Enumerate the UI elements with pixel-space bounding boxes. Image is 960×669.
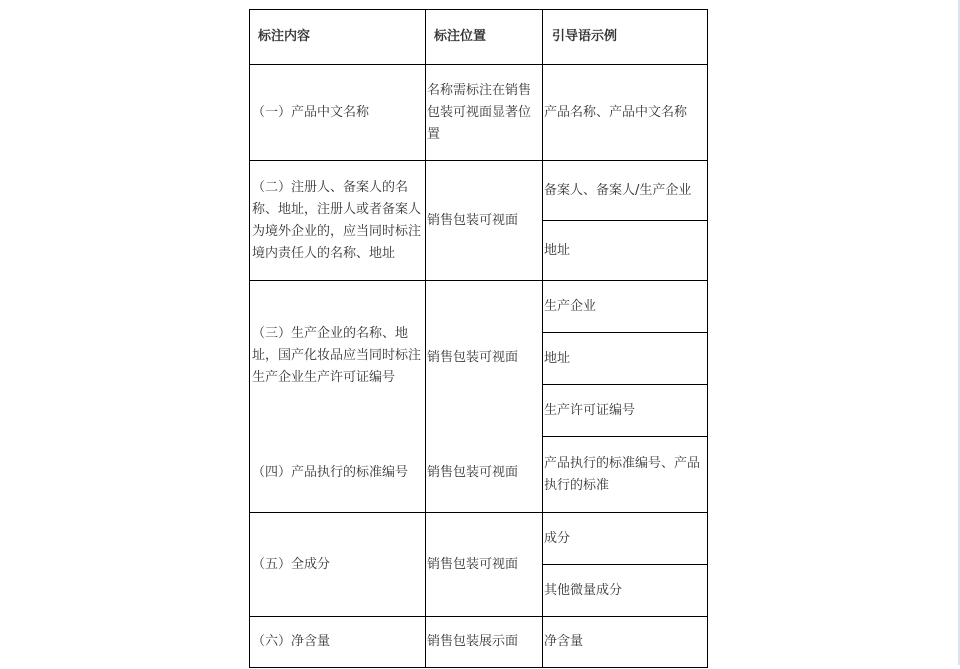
header-content	[249, 9, 426, 65]
row2-position-cell	[425, 160, 543, 281]
row6-guide: 净含量	[544, 634, 584, 649]
row2-content: （二）注册人、备案人的名称、地址，注册人或者备案人为境外企业的，应当同时标注境内责任人的名称、地址	[252, 179, 422, 261]
row6-content: （六）净含量	[252, 634, 331, 649]
row3-guide-cell-1	[542, 280, 708, 333]
header-guide-text: 引导语示例	[552, 29, 618, 44]
header-content-text: 标注内容	[258, 29, 311, 44]
row5-content: （五）全成分	[252, 556, 331, 572]
row3-guide-cell-2	[542, 332, 708, 385]
header-position-text: 标注位置	[434, 29, 487, 44]
row4-guide-cell	[542, 436, 708, 513]
row5-position: 销售包装可视面	[427, 556, 519, 572]
row1-position: 名称需标注在销售包装可视面显著位置	[427, 82, 532, 142]
row5-content-cell	[249, 512, 426, 617]
row2-position: 销售包装可视面	[427, 212, 519, 228]
row2-content-cell	[249, 160, 426, 281]
label-requirements-table	[249, 9, 709, 669]
row4-content	[252, 462, 424, 484]
row4-content-text: （四）产品执行的标准编号	[252, 465, 409, 480]
row4-guide: 产品执行的标准编号、产品执行的标准	[544, 455, 701, 493]
row5-guide-2: 其他微量成分	[544, 582, 623, 598]
row3-guide-2: 地址	[544, 350, 571, 366]
row6-position-cell	[425, 616, 543, 668]
row6-content-cell	[249, 616, 426, 668]
row3-guide-cell-3	[542, 384, 708, 437]
row3-guide-1: 生产企业	[544, 298, 597, 314]
row6-position: 销售包装展示面	[427, 634, 519, 649]
row5-guide-cell-1	[542, 512, 708, 565]
row3-guide-3: 生产许可证编号	[544, 402, 636, 418]
row3-position-text: 销售包装可视面	[427, 350, 519, 365]
row5-guide-cell-2	[542, 564, 708, 617]
row4-position	[427, 462, 541, 484]
row5-guide-1: 成分	[544, 530, 571, 546]
row1-content: （一）产品中文名称	[252, 104, 370, 120]
row1-guide-cell	[542, 64, 708, 161]
row1-guide: 产品名称、产品中文名称	[544, 104, 688, 120]
row6-guide-cell	[542, 616, 708, 668]
header-guide	[542, 9, 708, 65]
row5-position-cell	[425, 512, 543, 617]
row3-content	[252, 323, 424, 389]
row2-guide-2: 地址	[544, 242, 571, 258]
row1-content-cell	[249, 64, 426, 161]
row2-guide-cell-1	[542, 160, 708, 221]
row3-content-text: （三）生产企业的名称、地址，国产化妆品应当同时标注生产企业生产许可证编号	[252, 326, 422, 385]
row1-position-cell	[425, 64, 543, 161]
row3-position	[427, 347, 541, 369]
row4-position-text: 销售包装可视面	[427, 465, 519, 480]
row2-guide-1: 备案人、备案人/生产企业	[544, 182, 692, 198]
row2-guide-cell-2	[542, 220, 708, 281]
header-position	[425, 9, 543, 65]
